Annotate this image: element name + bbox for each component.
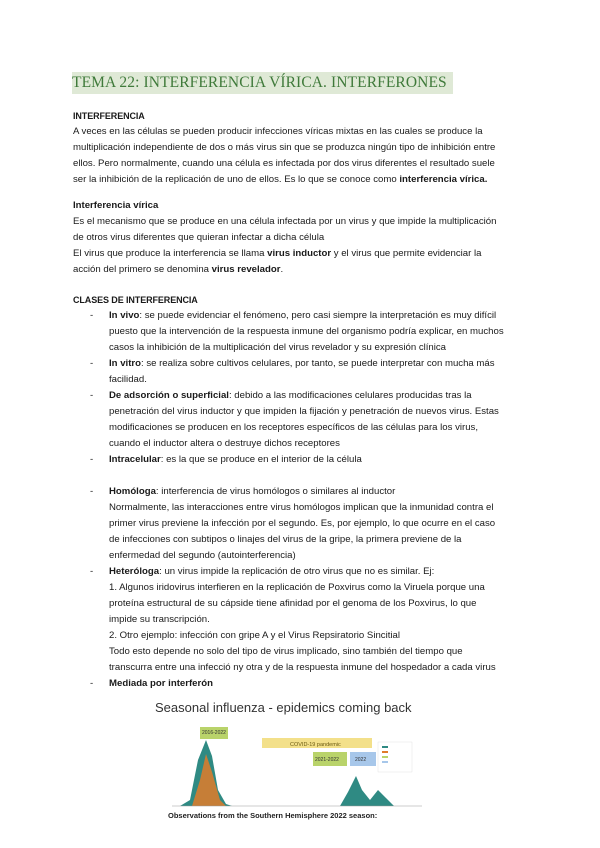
list-line: casos la inhibición de la multiplicación del virus revelador y su expresión clínica: [109, 342, 447, 353]
paragraph-line: multiplicación independiente de dos o más virus sin que se produzca ningún tipo de inhibición entre: [73, 142, 496, 153]
text-span: El virus que produce la interferencia se llama: [73, 248, 268, 259]
list-line: [109, 356, 533, 372]
spacer: [73, 468, 533, 484]
list-line: Normalmente, las interacciones entre virus homólogos implican que la inmunidad contra el: [109, 502, 494, 513]
bold-term: Mediada por interferón: [109, 678, 213, 689]
paragraph-line: de otros virus diferentes que quieran infectar a dicha célula: [73, 232, 325, 243]
legend-swatch: [382, 746, 388, 748]
list-line: facilidad.: [109, 374, 147, 385]
list-item: [73, 308, 533, 356]
list-line: impide su transcripción.: [109, 614, 210, 625]
section-heading: INTERFERENCIA: [73, 111, 145, 121]
paragraph-line: Es el mecanismo que se produce en una célula infectada por un virus y que impide la multiplicación: [73, 216, 497, 227]
text-span: : un virus impide la replicación de otro virus que no es similar. Ej:: [159, 566, 435, 577]
list-dash: -: [90, 678, 94, 689]
bold-term: Intracelular: [109, 454, 161, 465]
list-item: [73, 356, 533, 388]
legend-swatch: [382, 751, 388, 753]
clases-list: [73, 308, 533, 692]
text-span: : es la que se produce en el interior de la célula: [160, 454, 362, 465]
bold-term: In vitro: [109, 358, 141, 369]
influenza-figure: [150, 700, 450, 828]
list-dash: -: [90, 486, 94, 497]
list-line: primer virus previene la infección por el segundo. Es, por ejemplo, lo que ocurre en el caso: [109, 518, 496, 529]
list-dash: -: [90, 358, 94, 369]
section-heading: CLASES DE INTERFERENCIA: [73, 295, 198, 305]
list-line: puesto que la intervención de la respuesta inmune del organismo podría explicar, en muchos: [109, 326, 504, 337]
list-line: [109, 564, 533, 580]
section-clases: [73, 292, 535, 308]
list-line: 1. Algunos iridovirus interfieren en la replicación de Poxvirus como la Viruela porque una: [109, 582, 485, 593]
bold-term: In vivo: [109, 310, 140, 321]
text-span: : se puede evidenciar el fenómeno, pero casi siempre la interpretación es muy difícil: [139, 310, 497, 321]
figure-graphic: [150, 720, 450, 812]
paragraph-line: [73, 246, 535, 262]
bold-term: interferencia vírica.: [399, 174, 488, 185]
paragraph-line: [73, 172, 535, 188]
list-line: modificaciones se producen en los receptores específicos de las células para los virus,: [109, 422, 479, 433]
list-item: [73, 676, 533, 692]
bold-term: De adsorción o superficial: [109, 390, 229, 401]
list-line: 2. Otro ejemplo: infección con gripe A y el Virus Repsiratorio Sincitial: [109, 630, 400, 641]
legend-swatch: [382, 761, 388, 763]
bold-term: virus revelador: [211, 264, 281, 275]
text-span: y el virus que permite evidenciar la: [331, 248, 482, 259]
section-interferencia: [73, 108, 535, 188]
list-line: [109, 388, 533, 404]
label-a: 2016-2022: [202, 730, 226, 736]
text-span: acción del primero se denomina: [73, 264, 212, 275]
list-line: enfermedad del segundo (autointerferencia): [109, 550, 296, 561]
bold-term: virus inductor: [267, 248, 332, 259]
list-item: [73, 484, 533, 564]
subsection-heading: Interferencia vírica: [73, 200, 159, 211]
list-line: [109, 484, 533, 500]
text-span: : debido a las modificaciones celulares producidas tras la: [228, 390, 472, 401]
list-line: [109, 308, 533, 324]
text-span: .: [280, 264, 284, 275]
list-line: transcurra entre una infecció ny otra y de la respuesta inmune del hospedador a cada virus: [109, 662, 496, 673]
text-span: : interferencia de virus homólogos o similares al inductor: [155, 486, 396, 497]
section-interferencia-virica: [73, 198, 535, 278]
label-d: 2022: [355, 757, 367, 763]
bold-term: Heteróloga: [109, 566, 160, 577]
paragraph-line: [73, 262, 535, 278]
bold-term: Homóloga: [109, 486, 156, 497]
list-dash: -: [90, 454, 94, 465]
list-dash: -: [90, 390, 94, 401]
list-line: [109, 452, 533, 468]
text-span: : se realiza sobre cultivos celulares, por tanto, se puede interpretar con mucha más: [140, 358, 495, 369]
paragraph-line: A veces en las células se pueden producir infecciones víricas mixtas en las cuales se produce la: [73, 126, 483, 137]
list-line: cuando el inductor altera o destruye dichos receptores: [109, 438, 340, 449]
paragraph-line: ellos. Pero normalmente, cuando una célula es infectada por dos virus diferentes el resultado suele: [73, 158, 495, 169]
page-title: TEMA 22: INTERFERENCIA VÍRICA. INTERFERONES: [72, 72, 453, 94]
list-line: proteína estructural de su cápside tiene afinidad por el genoma de los Poxvirus, lo que: [109, 598, 477, 609]
label-c: 2021-2022: [315, 757, 339, 763]
list-line: penetración del virus inductor y que impiden la fijación y penetración de nuevos virus. Estas: [109, 406, 499, 417]
list-line: Todo esto depende no solo del tipo de virus implicado, sino también del tiempo que: [109, 646, 463, 657]
figure-title: Seasonal influenza - epidemics coming back: [155, 700, 412, 715]
covid-label: COVID-19 pandemic: [290, 742, 341, 748]
text-span: ser la inhibición de la replicación de uno de ellos. Es lo que se conoce como: [73, 174, 400, 185]
figure-footer: Observations from the Southern Hemisphere 2022 season:: [168, 811, 378, 820]
legend-swatch: [382, 756, 388, 758]
list-dash: -: [90, 310, 94, 321]
list-item: [73, 564, 533, 676]
list-item: [73, 452, 533, 468]
list-line: de infecciones con subtipos o linajes del virus de la gripe, la primera previene de la: [109, 534, 462, 545]
list-item: [73, 388, 533, 452]
list-dash: -: [90, 566, 94, 577]
